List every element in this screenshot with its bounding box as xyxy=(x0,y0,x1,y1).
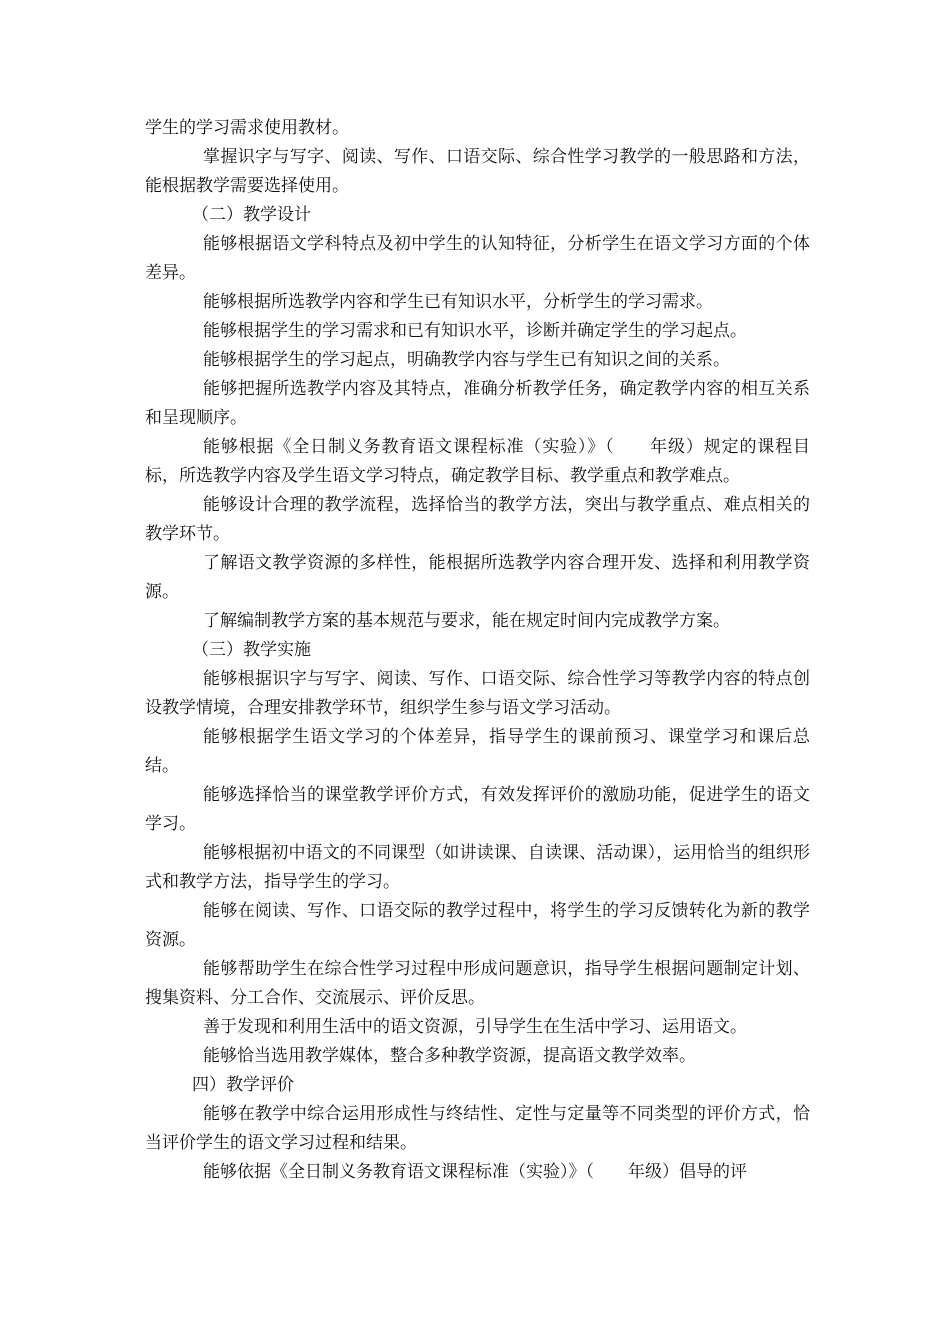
section-heading: 四）教学评价 xyxy=(192,1075,294,1095)
body-paragraph: 能够在教学中综合运用形成性与终结性、定性与定量等不同类型的评价方式，恰当评价学生的语文学习过程和结果。 xyxy=(145,1104,810,1153)
body-paragraph: 能够选择恰当的课堂教学评价方式，有效发挥评价的激励功能，促进学生的语文学习。 xyxy=(145,785,810,834)
body-paragraph: 掌握识字与写字、阅读、写作、口语交际、综合性学习教学的一般思路和方法，能根据教学需要选择使用。 xyxy=(145,147,810,196)
body-paragraph: 能够根据初中语文的不同课型（如讲读课、自读课、活动课），运用恰当的组织形式和教学方法，指导学生的学习。 xyxy=(145,843,810,892)
body-paragraph: 能够根据学生的学习起点，明确教学内容与学生已有知识之间的关系。 xyxy=(203,350,730,370)
section-heading: （三）教学实施 xyxy=(192,640,311,660)
body-paragraph: 能够依据《全日制义务教育语文课程标准（实验）》（ 年级）倡导的评 xyxy=(203,1162,747,1182)
body-paragraph: 了解语文教学资源的多样性，能根据所选教学内容合理开发、选择和利用教学资源。 xyxy=(145,553,810,602)
section-heading: （二）教学设计 xyxy=(192,205,311,225)
body-paragraph: 能够恰当选用教学媒体，整合多种教学资源，提高语文教学效率。 xyxy=(203,1046,696,1066)
body-paragraph: 能够把握所选教学内容及其特点，准确分析教学任务，确定教学内容的相互关系和呈现顺序。 xyxy=(145,379,810,428)
body-paragraph: 能够根据语文学科特点及初中学生的认知特征，分析学生在语文学习方面的个体差异。 xyxy=(145,234,810,283)
body-paragraph: 能够根据识字与写字、阅读、写作、口语交际、综合性学习等教学内容的特点创设教学情境，合理安排教学环节，组织学生参与语文学习活动。 xyxy=(145,669,810,718)
document-body xyxy=(145,114,810,1187)
body-paragraph: 能够根据所选教学内容和学生已有知识水平，分析学生的学习需求。 xyxy=(203,292,713,312)
body-paragraph: 能够帮助学生在综合性学习过程中形成问题意识，指导学生根据问题制定计划、搜集资料、分工合作、交流展示、评价反思。 xyxy=(145,959,810,1008)
body-paragraph: 能够在阅读、写作、口语交际的教学过程中，将学生的学习反馈转化为新的教学资源。 xyxy=(145,901,810,950)
body-paragraph: 了解编制教学方案的基本规范与要求，能在规定时间内完成教学方案。 xyxy=(203,611,730,631)
continued-paragraph: 学生的学习需求使用教材。 xyxy=(145,118,349,138)
body-paragraph: 能够根据学生的学习需求和已有知识水平，诊断并确定学生的学习起点。 xyxy=(203,321,747,341)
body-paragraph: 能够根据学生语文学习的个体差异，指导学生的课前预习、课堂学习和课后总结。 xyxy=(145,727,810,776)
body-paragraph: 善于发现和利用生活中的语文资源，引导学生在生活中学习、运用语文。 xyxy=(203,1017,747,1037)
body-paragraph: 能够根据《全日制义务教育语文课程标准（实验）》（ 年级）规定的课程目标，所选教学内容及学生语文学习特点，确定教学目标、教学重点和教学难点。 xyxy=(145,437,810,486)
body-paragraph: 能够设计合理的教学流程，选择恰当的教学方法，突出与教学重点、难点相关的教学环节。 xyxy=(145,495,810,544)
